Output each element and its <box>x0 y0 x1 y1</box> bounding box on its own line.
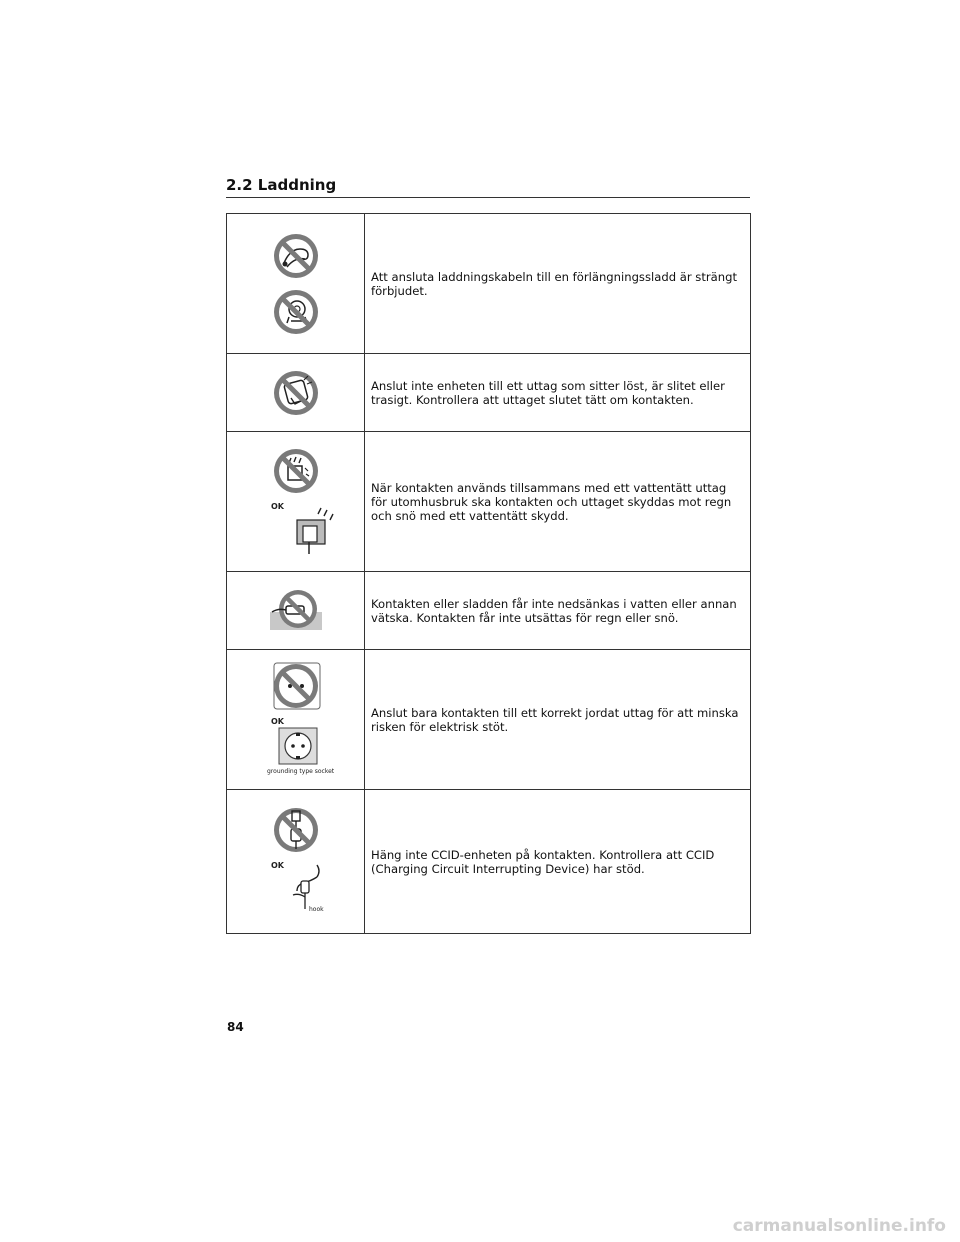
no-hanging-ccid-icon <box>271 805 321 855</box>
table-row <box>227 650 751 790</box>
warning-table <box>226 213 751 934</box>
hook-caption: hook <box>309 905 324 913</box>
warning-text: Anslut bara kontakten till ett korrekt jordat uttag för att minska risken för elektrisk stöt. <box>365 650 751 790</box>
warning-text: Kontakten eller sladden får inte nedsänkas i vatten eller annan vätska. Kontakten får inte utsättas för regn eller snö. <box>365 572 751 650</box>
table-row <box>227 790 751 934</box>
icon-cell <box>227 572 365 650</box>
ok-label: OK <box>271 716 284 726</box>
icon-cell <box>227 432 365 572</box>
icon-cell <box>227 790 365 934</box>
icon-cell <box>227 650 365 790</box>
no-rain-on-socket-icon <box>271 446 321 496</box>
grounding-socket-caption: grounding type socket <box>267 767 335 775</box>
no-cable-reel-icon <box>271 287 321 337</box>
table-row <box>227 354 751 432</box>
table-row <box>227 214 751 354</box>
page-number: 84 <box>227 1020 244 1034</box>
watermark: carmanualsonline.info <box>732 1216 946 1236</box>
no-loose-socket-icon <box>271 368 321 418</box>
weatherproof-socket-icon <box>289 504 341 556</box>
warning-text: När kontakten används tillsammans med ett vattentätt uttag för utomhusbruk ska kontakten och uttaget skyddas mot regn och snö med ett vattentätt skydd. <box>365 432 751 572</box>
table-row <box>227 572 751 650</box>
no-ungrounded-socket-icon <box>270 661 322 711</box>
ok-label: OK <box>271 501 284 511</box>
warning-text: Anslut inte enheten till ett uttag som sitter löst, är slitet eller trasigt. Kontrollera att uttaget slutet tätt om kontakten. <box>365 354 751 432</box>
warning-text: Att ansluta laddningskabeln till en förlängningssladd är strängt förbjudet. <box>365 214 751 354</box>
no-extension-cord-icon <box>271 231 321 281</box>
icon-cell <box>227 354 365 432</box>
table-row <box>227 432 751 572</box>
section-title: 2.2 Laddning <box>226 176 750 198</box>
warning-text: Häng inte CCID-enheten på kontakten. Kontrollera att CCID (Charging Circuit Interrupting Device) har stöd. <box>365 790 751 934</box>
grounding-socket-icon <box>277 726 319 766</box>
ok-label: OK <box>271 860 284 870</box>
icon-cell <box>227 214 365 354</box>
no-water-immersion-icon <box>268 588 324 634</box>
